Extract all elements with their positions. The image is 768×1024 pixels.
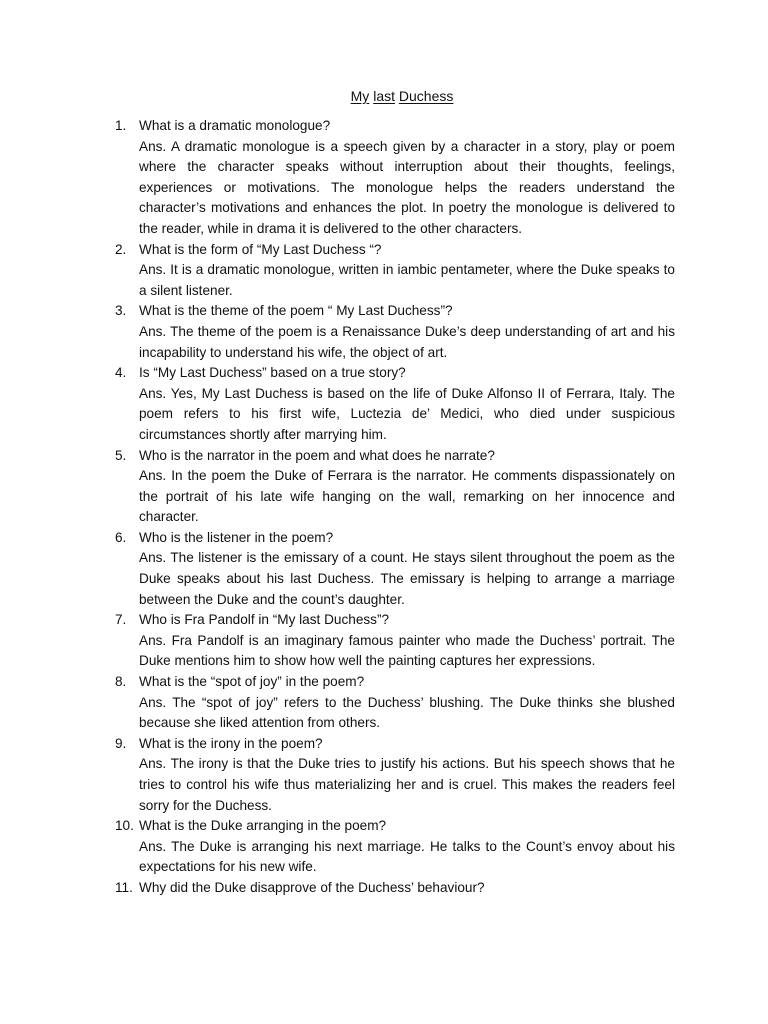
- answer-text: Ans. The “spot of joy” refers to the Duchess’ blushing. The Duke thinks she blushed because she liked attention from others.: [139, 694, 675, 731]
- question-text: What is the theme of the poem “ My Last Duchess”?: [139, 303, 453, 319]
- question-text: What is the “spot of joy” in the poem?: [139, 674, 365, 690]
- qa-item-9: [115, 734, 675, 816]
- question-text: What is the form of “My Last Duchess “?: [139, 241, 382, 257]
- question-text: Who is Fra Pandolf in “My last Duchess”?: [139, 612, 390, 628]
- item-number: 4.: [115, 365, 127, 381]
- title-word-my: My: [350, 88, 370, 104]
- item-number: 9.: [115, 735, 127, 751]
- answer-text: Ans. A dramatic monologue is a speech given by a character in a story, play or poem where the character speaks without interruption about their thoughts, feelings, experiences or motivations. The monologue helps the readers understand the character’s motivations and enhances the plot. In poetry the monologue is delivered to the reader, while in drama it is delivered to the other characters.: [139, 138, 675, 236]
- question-text: What is the irony in the poem?: [139, 735, 323, 751]
- answer-text: Ans. The theme of the poem is a Renaissance Duke’s deep understanding of art and his incapability to understand his wife, the object of art.: [139, 323, 675, 360]
- question-text: Why did the Duke disapprove of the Duchess’ behaviour?: [139, 879, 485, 895]
- qa-item-3: [115, 301, 675, 363]
- answer-text: Ans. Fra Pandolf is an imaginary famous painter who made the Duchess’ portrait. The Duke mentions him to show how well the painting captures her expressions.: [139, 632, 675, 669]
- question-text: What is a dramatic monologue?: [139, 118, 331, 133]
- qa-item-11: [115, 878, 675, 899]
- question-text: Who is the narrator in the poem and what does he narrate?: [139, 447, 495, 463]
- item-number: 11.: [115, 879, 133, 895]
- qa-item-6: [115, 528, 675, 610]
- answer-text: Ans. In the poem the Duke of Ferrara is the narrator. He comments dispassionately on the portrait of his late wife hanging on the wall, remarking on her innocence and character.: [139, 468, 675, 525]
- answer-text: Ans. It is a dramatic monologue, written in iambic pentameter, where the Duke speaks to a silent listener.: [139, 262, 675, 298]
- answer-text: Ans. The irony is that the Duke tries to justify his actions. But his speech shows that he tries to control his wife thus materializing her and is cruel. This makes the readers feel sorry for the Duchess.: [139, 756, 675, 813]
- question-text: Who is the listener in the poem?: [139, 529, 334, 545]
- qa-item-7: [115, 610, 675, 672]
- question-answer-list: [115, 116, 675, 899]
- qa-item-4: [115, 363, 675, 445]
- item-number: 1.: [115, 118, 127, 133]
- qa-item-1: [115, 116, 675, 240]
- title-word-last: last: [373, 88, 395, 104]
- item-number: 2.: [115, 241, 127, 257]
- item-number: 8.: [115, 674, 127, 690]
- page-title: [0, 86, 768, 106]
- item-number: 5.: [115, 447, 127, 463]
- item-number: 6.: [115, 529, 127, 545]
- question-text: What is the Duke arranging in the poem?: [139, 818, 387, 834]
- qa-item-10: [115, 816, 675, 878]
- qa-item-8: [115, 672, 675, 734]
- answer-text: Ans. The listener is the emissary of a count. He stays silent throughout the poem as the Duke speaks about his last Duchess. The emissary is helping to arrange a marriage between the Duke and the count’s daughter.: [139, 550, 675, 607]
- qa-item-2: [115, 240, 675, 302]
- answer-text: Ans. The Duke is arranging his next marriage. He talks to the Count’s envoy about his expectations for his new wife.: [139, 838, 675, 875]
- answer-text: Ans. Yes, My Last Duchess is based on the life of Duke Alfonso II of Ferrara, Italy. The poem refers to his first wife, Luctezia de’ Medici, who died under suspicious circumstances shortly after marrying him.: [139, 385, 675, 442]
- item-number: 10.: [115, 818, 134, 834]
- qa-item-5: [115, 446, 675, 528]
- question-text: Is “My Last Duchess” based on a true story?: [139, 365, 406, 381]
- item-number: 7.: [115, 612, 127, 628]
- item-number: 3.: [115, 303, 127, 319]
- title-word-duchess: Duchess: [398, 88, 454, 104]
